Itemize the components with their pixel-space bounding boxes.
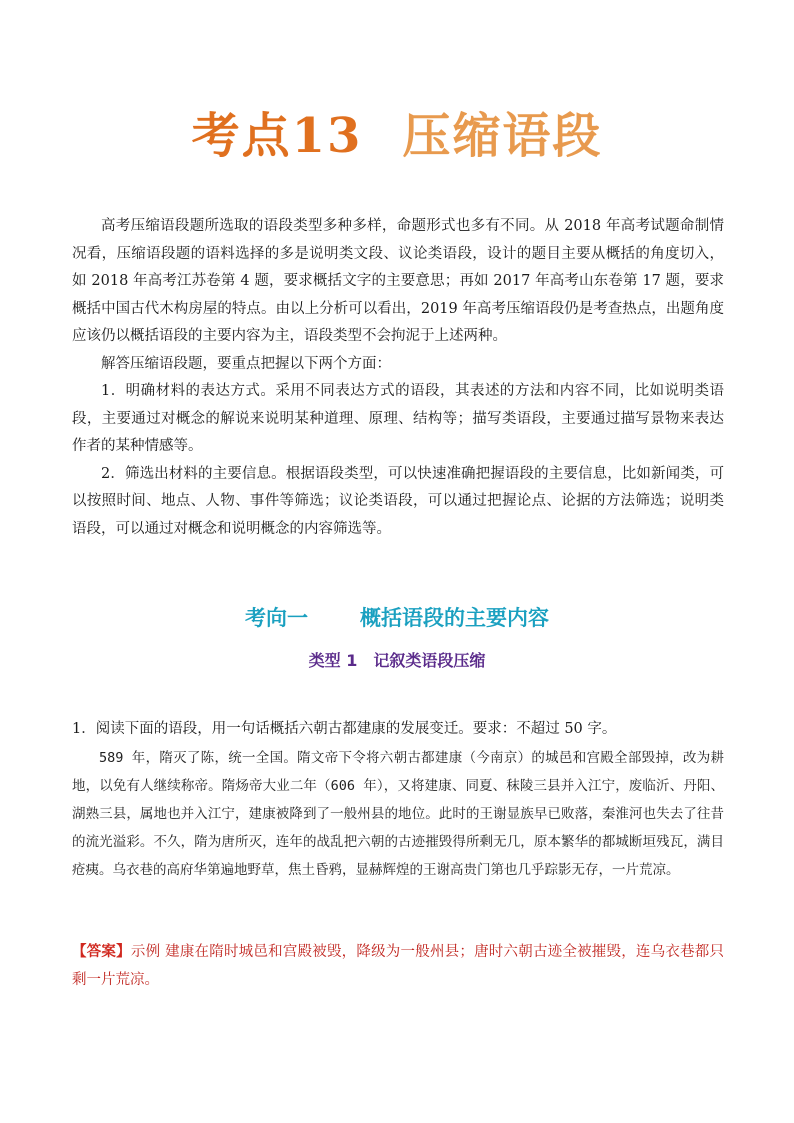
subheading-label: 类型 1 bbox=[308, 651, 358, 670]
title-topic-name: 压缩语段 bbox=[402, 108, 603, 164]
section-heading bbox=[0, 600, 794, 636]
intro-paragraph: 解答压缩语段题，要重点把握以下两个方面： bbox=[101, 355, 391, 372]
section-subheading bbox=[0, 646, 794, 676]
intro-paragraph: 1．明确材料的表达方式。采用不同表达方式的语段，其表述的方法和内容不同，比如说明类语段，主要通过对概念的解说来说明某种道理、原理、结构等；描写类语段，主要通过描写景物来表达作者的某种情感等。 bbox=[72, 383, 724, 454]
subheading-text: 记叙类语段压缩 bbox=[373, 651, 486, 670]
answer-block bbox=[72, 938, 724, 994]
answer-text: 示例 建康在隋时城邑和宫殿被毁，降级为一般州县；唐时六朝古迹全被摧毁，连乌衣巷都只剩一片荒凉。 bbox=[72, 944, 725, 988]
intro-paragraph: 高考压缩语段题所选取的语段类型多种多样，命题形式也多有不同。从 2018 年高考试题命制情况看，压缩语段题的语料选择的多是说明类文段、议论类语段，设计的题目主要从概括的角度切入，如 2018 年高考江苏卷第 4 题，要求概括文字的主要意思；再如 2017 年高考山东卷第 17 题，要求概括中国古代木构房屋的特点。由以上分析可以看出，2019 年高考压缩语段仍是考查热点，出题角度应该仍以概括语段的主要内容为主，语段类型不会拘泥于上述两种。 bbox=[72, 218, 724, 344]
section-heading-text: 概括语段的主要内容 bbox=[360, 606, 549, 630]
intro-paragraph: 2．筛选出材料的主要信息。根据语段类型，可以快速准确把握语段的主要信息，比如新闻类，可以按照时间、地点、人物、事件等筛选；议论类语段，可以通过把握论点、论据的方法筛选；说明类语段，可以通过对概念和说明概念的内容筛选等。 bbox=[72, 465, 724, 537]
question-block bbox=[72, 716, 724, 744]
answer-tag: 【答案】 bbox=[72, 943, 131, 960]
section-heading-label: 考向一 bbox=[245, 606, 308, 630]
page-title bbox=[0, 100, 794, 172]
reading-passage: 589 年，隋灭了陈，统一全国。隋文帝下令将六朝古都建康（今南京）的城邑和宫殿全部毁掉，改为耕地，以免有人继续称帝。隋炀帝大业二年（606 年），又将建康、同夏、秣陵三县并入江宁，废临沂、丹阳、湖熟三县，属地也并入江宁，建康被降到了一般州县的地位。此时的王谢显族早已败落，秦淮河也失去了往昔的流光溢彩。不久，隋为唐所灭，连年的战乱把六朝的古迹摧毁得所剩无几，原本繁华的都城断垣残瓦，满目疮痍。乌衣巷的高府华第遍地野草，焦土昏鸦，显赫辉煌的王谢高贵门第也几乎踪影无存，一片荒凉。 bbox=[72, 750, 724, 878]
question-text: 1．阅读下面的语段，用一句话概括六朝古都建康的发展变迁。要求：不超过 50 字。 bbox=[72, 721, 617, 737]
intro-section bbox=[72, 213, 724, 543]
title-topic-number: 考点13 bbox=[191, 108, 363, 164]
